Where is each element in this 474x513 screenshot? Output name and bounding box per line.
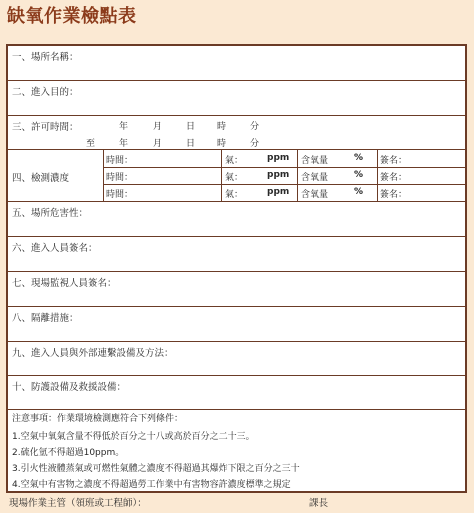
purpose-label: 二、進入目的： xyxy=(12,87,79,98)
unit-year-end: 年 xyxy=(119,139,129,149)
detect1-percent: % xyxy=(354,153,364,163)
unit-month-end: 月 xyxy=(153,139,163,149)
entrant-sign-label: 六、進入人員簽名： xyxy=(12,243,98,254)
rescue-label: 十、防護設備及救援設備： xyxy=(12,382,127,393)
unit-minute: 分 xyxy=(250,122,260,132)
permit-time-row xyxy=(8,116,465,150)
rescue-row xyxy=(8,376,465,410)
entrant-sign-row xyxy=(8,237,465,272)
detect2-percent: % xyxy=(354,170,364,180)
note-item-2: 2.硫化氫不得超過10ppm。 xyxy=(12,448,125,458)
detect1-ppm: ppm xyxy=(267,153,290,163)
detection-row xyxy=(8,150,465,202)
place-name-row xyxy=(8,46,465,81)
communication-row xyxy=(8,342,465,376)
unit-day: 日 xyxy=(186,122,196,132)
detect1-oxygen: 含氧量 xyxy=(301,156,329,166)
detect2-oxygen: 含氧量 xyxy=(301,173,329,183)
communication-label: 九、進入人員與外部連繫設備及方法： xyxy=(12,348,174,359)
permit-time-label: 三、許可時間： xyxy=(12,122,79,133)
note-item-1: 1.空氣中氧氣含量不得低於百分之十八或高於百分之二十三。 xyxy=(12,432,255,442)
detection-label: 四、檢測濃度 xyxy=(12,173,70,184)
supervisor-sign-label: 七、現場監視人員簽名： xyxy=(12,278,117,289)
chief-label: 課長 xyxy=(309,498,329,509)
hazard-label: 五、場所危害性： xyxy=(12,208,89,219)
site-manager-label: 現場作業主管（領班或工程師）： xyxy=(9,498,147,509)
unit-hour: 時 xyxy=(217,122,227,132)
note-item-4: 4.空氣中有害物之濃度不得超過勞工作業中有害物容許濃度標準之規定 xyxy=(12,480,291,490)
unit-minute-end: 分 xyxy=(250,139,260,149)
unit-month: 月 xyxy=(153,122,163,132)
detect2-sign: 簽名： xyxy=(380,173,408,183)
notes-section xyxy=(8,410,465,491)
detect3-ppm: ppm xyxy=(267,187,290,197)
isolation-label: 八、隔離措施： xyxy=(12,313,79,324)
detect1-time: 時間： xyxy=(106,156,134,166)
detect2-ppm: ppm xyxy=(267,170,290,180)
detect3-gas: 氣： xyxy=(225,190,244,200)
unit-year: 年 xyxy=(119,122,129,132)
detect3-sign: 簽名： xyxy=(380,190,408,200)
checklist-form xyxy=(6,44,467,493)
note-item-3: 3.引火性液體蒸氣或可燃性氣體之濃度不得超過其爆炸下限之百分之三十 xyxy=(12,464,300,474)
detect2-gas: 氣： xyxy=(225,173,244,183)
purpose-row xyxy=(8,81,465,116)
to-label: 至 xyxy=(86,139,96,149)
detect2-time: 時間： xyxy=(106,173,134,183)
detect1-gas: 氣： xyxy=(225,156,244,166)
detect1-sign: 簽名： xyxy=(380,156,408,166)
page-title: 缺氧作業檢點表 xyxy=(7,6,137,27)
detect3-percent: % xyxy=(354,187,364,197)
unit-hour-end: 時 xyxy=(217,139,227,149)
unit-day-end: 日 xyxy=(186,139,196,149)
detect3-time: 時間： xyxy=(106,190,134,200)
detect3-oxygen: 含氧量 xyxy=(301,190,329,200)
supervisor-sign-row xyxy=(8,272,465,307)
hazard-row xyxy=(8,202,465,237)
isolation-row xyxy=(8,307,465,342)
notes-heading: 注意事項：作業環境檢測應符合下列條件： xyxy=(12,414,184,424)
place-name-label: 一、場所名稱： xyxy=(12,52,79,63)
